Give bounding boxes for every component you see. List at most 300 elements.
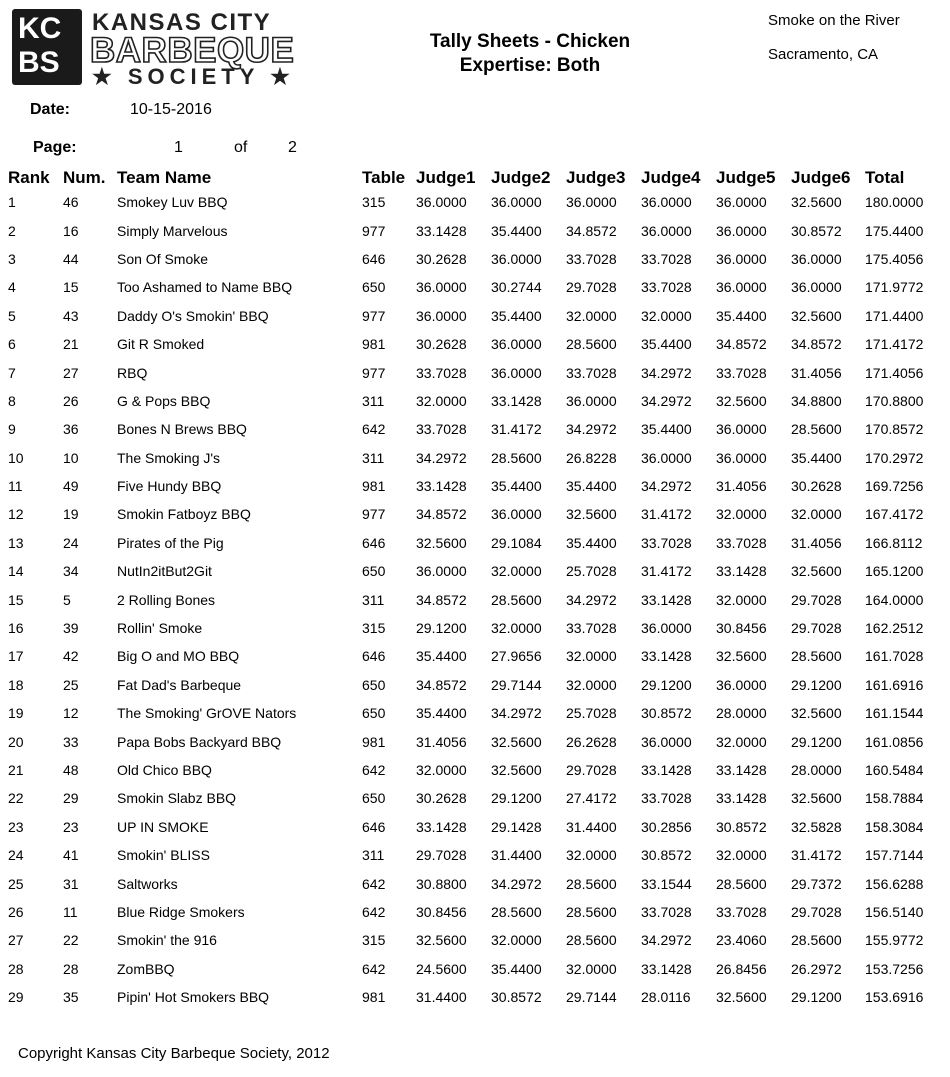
- cell-judge4: 36.0000: [641, 620, 692, 637]
- cell-rank: 9: [8, 421, 16, 438]
- cell-team-name: Son Of Smoke: [117, 250, 209, 267]
- cell-judge3: 29.7144: [566, 989, 617, 1006]
- cell-judge5: 30.8572: [716, 818, 767, 835]
- cell-team-name: UP IN SMOKE: [117, 818, 209, 835]
- cell-num: 12: [63, 705, 79, 722]
- cell-num: 15: [63, 279, 79, 296]
- table-row: [8, 245, 935, 273]
- cell-judge1: 34.8572: [416, 506, 467, 523]
- cell-judge2: 28.5600: [491, 449, 542, 466]
- cell-judge1: 36.0000: [416, 563, 467, 580]
- cell-judge1: 33.1428: [416, 222, 467, 239]
- cell-judge6: 29.1200: [791, 676, 842, 693]
- cell-num: 48: [63, 762, 79, 778]
- cell-judge1: 31.4056: [416, 733, 467, 750]
- column-header-team-name: Team Name: [117, 168, 212, 187]
- cell-team-name: RBQ: [117, 364, 148, 381]
- cell-rank: 1: [8, 194, 16, 211]
- table-row: [8, 500, 935, 528]
- table-row: [8, 585, 935, 613]
- cell-judge4: 33.1428: [641, 762, 692, 778]
- column-header-judge3: Judge3: [566, 168, 626, 187]
- cell-total: 171.4172: [865, 336, 924, 353]
- cell-table-number: 646: [362, 534, 386, 551]
- cell-table-number: 311: [362, 449, 385, 466]
- cell-judge5: 32.0000: [716, 847, 767, 864]
- cell-judge3: 36.0000: [566, 392, 617, 409]
- cell-judge3: 28.5600: [566, 932, 617, 949]
- cell-judge4: 33.7028: [641, 534, 692, 551]
- cell-judge5: 32.0000: [716, 733, 767, 750]
- cell-judge3: 32.0000: [566, 307, 617, 324]
- cell-judge2: 30.2744: [491, 279, 542, 296]
- cell-judge1: 24.5600: [416, 960, 467, 977]
- cell-rank: 18: [8, 676, 24, 693]
- cell-judge2: 36.0000: [491, 506, 542, 523]
- cell-rank: 25: [8, 875, 24, 892]
- column-header-rank: Rank: [8, 168, 50, 187]
- cell-judge5: 23.4060: [716, 932, 767, 949]
- cell-num: 11: [63, 903, 78, 920]
- page-current: 1: [174, 139, 183, 156]
- venue-name: Smoke on the River: [768, 12, 900, 29]
- cell-rank: 28: [8, 960, 24, 977]
- cell-judge6: 29.7028: [791, 591, 842, 608]
- cell-judge3: 32.0000: [566, 676, 617, 693]
- cell-judge1: 30.2628: [416, 790, 467, 807]
- cell-judge4: 33.7028: [641, 250, 692, 267]
- cell-rank: 22: [8, 790, 24, 807]
- cell-judge5: 33.1428: [716, 563, 767, 580]
- cell-judge3: 32.0000: [566, 960, 617, 977]
- cell-team-name: Big O and MO BBQ: [117, 648, 240, 665]
- cell-judge4: 30.8572: [641, 847, 692, 864]
- column-header-judge5: Judge5: [716, 168, 776, 187]
- cell-judge6: 29.7028: [791, 620, 842, 637]
- cell-judge6: 31.4172: [791, 847, 842, 864]
- cell-table-number: 311: [362, 392, 385, 409]
- cell-judge1: 34.8572: [416, 591, 467, 608]
- cell-num: 36: [63, 421, 79, 438]
- cell-num: 16: [63, 222, 79, 239]
- logo-text-kansas-city: KANSAS CITY: [92, 9, 272, 36]
- cell-team-name: Daddy O's Smokin' BBQ: [117, 307, 269, 324]
- cell-total: 171.9772: [865, 279, 924, 296]
- cell-team-name: Bones N Brews BBQ: [117, 421, 247, 438]
- cell-team-name: Smokin Fatboyz BBQ: [117, 506, 251, 523]
- cell-total: 175.4056: [865, 250, 924, 267]
- cell-rank: 2: [8, 222, 16, 239]
- cell-table-number: 311: [362, 847, 385, 864]
- cell-judge5: 36.0000: [716, 222, 767, 239]
- cell-judge4: 33.7028: [641, 279, 692, 296]
- cell-judge6: 34.8572: [791, 336, 842, 353]
- cell-judge6: 31.4056: [791, 534, 842, 551]
- cell-rank: 8: [8, 392, 16, 409]
- cell-rank: 21: [8, 762, 24, 778]
- cell-judge6: 32.5600: [791, 563, 842, 580]
- cell-judge4: 34.2972: [641, 392, 692, 409]
- cell-judge2: 34.2972: [491, 875, 542, 892]
- table-row: [8, 415, 935, 443]
- cell-judge1: 30.2628: [416, 336, 467, 353]
- cell-judge5: 36.0000: [716, 676, 767, 693]
- cell-num: 33: [63, 733, 79, 750]
- cell-judge6: 32.5828: [791, 818, 842, 835]
- cell-table-number: 315: [362, 932, 386, 949]
- venue-location: Sacramento, CA: [768, 46, 879, 63]
- table-row: [8, 642, 935, 670]
- cell-table-number: 650: [362, 279, 386, 296]
- page-total: 2: [288, 139, 297, 156]
- cell-judge5: 32.0000: [716, 506, 767, 523]
- cell-judge6: 28.5600: [791, 648, 842, 665]
- cell-judge4: 30.2856: [641, 818, 692, 835]
- cell-judge2: 32.5600: [491, 762, 542, 778]
- page-label: Page:: [33, 139, 77, 156]
- table-row: [8, 273, 935, 301]
- table-row: [8, 983, 935, 1011]
- cell-judge5: 33.1428: [716, 790, 767, 807]
- cell-judge6: 29.7028: [791, 903, 842, 920]
- cell-judge4: 34.2972: [641, 932, 692, 949]
- kcbs-logo-mark: [12, 9, 82, 85]
- kcbs-logo: [12, 9, 302, 87]
- cell-judge4: 36.0000: [641, 222, 692, 239]
- cell-table-number: 650: [362, 676, 386, 693]
- table-row: [8, 472, 935, 500]
- cell-total: 175.4400: [865, 222, 924, 239]
- cell-team-name: 2 Rolling Bones: [117, 591, 216, 608]
- table-row: [8, 529, 935, 557]
- cell-judge1: 33.7028: [416, 421, 467, 438]
- cell-table-number: 646: [362, 818, 386, 835]
- cell-num: 24: [63, 534, 79, 551]
- cell-table-number: 650: [362, 563, 386, 580]
- cell-judge2: 32.0000: [491, 563, 542, 580]
- page-of: of: [234, 139, 248, 156]
- cell-rank: 23: [8, 818, 24, 835]
- cell-table-number: 977: [362, 307, 386, 324]
- cell-judge3: 29.7028: [566, 279, 617, 296]
- cell-rank: 20: [8, 733, 24, 750]
- cell-rank: 24: [8, 847, 24, 864]
- cell-total: 153.7256: [865, 960, 924, 977]
- cell-team-name: Fat Dad's Barbeque: [117, 676, 242, 693]
- cell-judge2: 35.4400: [491, 222, 542, 239]
- cell-judge4: 28.0116: [641, 989, 691, 1006]
- cell-total: 167.4172: [865, 506, 924, 523]
- cell-judge1: 36.0000: [416, 194, 467, 211]
- cell-total: 166.8112: [865, 534, 923, 551]
- cell-judge2: 29.1428: [491, 818, 542, 835]
- table-row: [8, 813, 935, 841]
- cell-judge1: 30.2628: [416, 250, 467, 267]
- report-subtitle: Expertise: Both: [459, 55, 601, 76]
- cell-judge6: 31.4056: [791, 364, 842, 381]
- cell-judge6: 29.7372: [791, 875, 842, 892]
- cell-judge5: 36.0000: [716, 421, 767, 438]
- cell-judge1: 31.4400: [416, 989, 467, 1006]
- cell-judge1: 30.8456: [416, 903, 467, 920]
- cell-total: 170.8572: [865, 421, 924, 438]
- cell-rank: 7: [8, 364, 16, 381]
- table-row: [8, 216, 935, 244]
- cell-judge4: 33.1428: [641, 648, 692, 665]
- table-body: [8, 188, 935, 1011]
- cell-judge2: 36.0000: [491, 364, 542, 381]
- column-header-judge1: Judge1: [416, 168, 476, 187]
- cell-judge1: 36.0000: [416, 279, 467, 296]
- cell-judge4: 35.4400: [641, 421, 692, 438]
- cell-judge5: 30.8456: [716, 620, 767, 637]
- cell-rank: 13: [8, 534, 24, 551]
- table-row: [8, 188, 935, 216]
- table-row: [8, 898, 935, 926]
- cell-team-name: Simply Marvelous: [117, 222, 228, 239]
- logo-mark-bottom: BS: [18, 46, 60, 79]
- cell-judge5: 32.5600: [716, 392, 767, 409]
- cell-judge4: 33.1428: [641, 591, 692, 608]
- cell-rank: 17: [8, 648, 24, 665]
- cell-judge5: 33.7028: [716, 534, 767, 551]
- cell-num: 41: [63, 847, 79, 864]
- cell-rank: 19: [8, 705, 24, 722]
- cell-team-name: Papa Bobs Backyard BBQ: [117, 733, 282, 750]
- cell-table-number: 315: [362, 194, 386, 211]
- cell-judge6: 32.5600: [791, 705, 842, 722]
- cell-table-number: 315: [362, 620, 386, 637]
- table-row: [8, 671, 935, 699]
- cell-judge6: 36.0000: [791, 279, 842, 296]
- cell-judge1: 32.5600: [416, 932, 467, 949]
- cell-judge3: 25.7028: [566, 705, 617, 722]
- cell-judge5: 33.7028: [716, 903, 767, 920]
- cell-table-number: 981: [362, 336, 386, 353]
- cell-judge6: 32.5600: [791, 194, 842, 211]
- cell-table-number: 977: [362, 222, 386, 239]
- cell-rank: 4: [8, 279, 16, 296]
- cell-judge6: 26.2972: [791, 960, 842, 977]
- column-header-table-number: Table: [362, 168, 406, 187]
- cell-judge2: 32.0000: [491, 620, 542, 637]
- cell-judge1: 32.0000: [416, 392, 467, 409]
- cell-table-number: 311: [362, 591, 385, 608]
- cell-team-name: Rollin' Smoke: [117, 620, 203, 637]
- cell-num: 31: [63, 875, 79, 892]
- column-header-judge2: Judge2: [491, 168, 551, 187]
- cell-team-name: Too Ashamed to Name BBQ: [117, 279, 293, 296]
- cell-judge4: 33.1428: [641, 960, 692, 977]
- cell-judge4: 29.1200: [641, 676, 692, 693]
- column-header-judge6: Judge6: [791, 168, 851, 187]
- cell-team-name: Smokin' BLISS: [117, 847, 210, 864]
- cell-judge6: 29.1200: [791, 989, 842, 1006]
- cell-total: 161.0856: [865, 733, 924, 750]
- table-row: [8, 302, 935, 330]
- cell-rank: 11: [8, 478, 23, 495]
- cell-team-name: Smokin Slabz BBQ: [117, 790, 237, 807]
- cell-num: 21: [63, 336, 79, 353]
- cell-total: 158.7884: [865, 790, 924, 807]
- cell-table-number: 981: [362, 733, 386, 750]
- cell-total: 164.0000: [865, 591, 924, 608]
- cell-judge6: 29.1200: [791, 733, 842, 750]
- cell-team-name: Pipin' Hot Smokers BBQ: [117, 989, 270, 1006]
- logo-text-society: ★ SOCIETY ★: [92, 64, 295, 89]
- cell-total: 156.5140: [865, 903, 924, 920]
- cell-table-number: 642: [362, 960, 386, 977]
- cell-total: 158.3084: [865, 818, 924, 835]
- cell-judge3: 28.5600: [566, 336, 617, 353]
- cell-judge5: 26.8456: [716, 960, 767, 977]
- cell-judge4: 31.4172: [641, 563, 692, 580]
- cell-rank: 15: [8, 591, 24, 608]
- cell-team-name: Smokey Luv BBQ: [117, 194, 228, 211]
- cell-judge5: 32.0000: [716, 591, 767, 608]
- table-row: [8, 358, 935, 386]
- cell-judge3: 26.2628: [566, 733, 617, 750]
- cell-judge3: 35.4400: [566, 534, 617, 551]
- cell-judge6: 30.8572: [791, 222, 842, 239]
- cell-judge5: 28.5600: [716, 875, 767, 892]
- cell-num: 49: [63, 478, 79, 495]
- cell-judge5: 36.0000: [716, 194, 767, 211]
- cell-total: 155.9772: [865, 932, 924, 949]
- tally-table: [8, 167, 935, 1011]
- cell-judge2: 35.4400: [491, 960, 542, 977]
- cell-judge1: 32.5600: [416, 534, 467, 551]
- date-value: 10-15-2016: [130, 101, 212, 118]
- table-row: [8, 955, 935, 983]
- table-row: [8, 727, 935, 755]
- cell-total: 170.2972: [865, 449, 924, 466]
- cell-num: 29: [63, 790, 79, 807]
- cell-judge2: 30.8572: [491, 989, 542, 1006]
- cell-team-name: G & Pops BBQ: [117, 392, 211, 409]
- cell-judge6: 36.0000: [791, 250, 842, 267]
- cell-table-number: 642: [362, 421, 386, 438]
- table-row: [8, 387, 935, 415]
- cell-num: 46: [63, 194, 79, 211]
- cell-judge3: 35.4400: [566, 478, 617, 495]
- cell-num: 39: [63, 620, 79, 637]
- cell-rank: 5: [8, 307, 16, 324]
- cell-judge5: 35.4400: [716, 307, 767, 324]
- cell-total: 170.8800: [865, 392, 924, 409]
- table-row: [8, 756, 935, 784]
- cell-judge2: 32.0000: [491, 932, 542, 949]
- cell-table-number: 642: [362, 903, 386, 920]
- cell-num: 26: [63, 392, 79, 409]
- cell-judge3: 27.4172: [566, 790, 617, 807]
- cell-judge2: 35.4400: [491, 307, 542, 324]
- cell-judge6: 32.5600: [791, 307, 842, 324]
- cell-judge1: 34.2972: [416, 449, 467, 466]
- column-header-total: Total: [865, 168, 905, 187]
- cell-judge2: 28.5600: [491, 903, 542, 920]
- cell-total: 156.6288: [865, 875, 924, 892]
- cell-table-number: 981: [362, 989, 386, 1006]
- cell-judge1: 36.0000: [416, 307, 467, 324]
- table-row: [8, 926, 935, 954]
- cell-team-name: The Smoking J's: [117, 449, 221, 466]
- cell-judge1: 35.4400: [416, 648, 467, 665]
- cell-judge2: 32.5600: [491, 733, 542, 750]
- cell-judge6: 34.8800: [791, 392, 842, 409]
- cell-judge2: 36.0000: [491, 194, 542, 211]
- cell-judge4: 30.8572: [641, 705, 692, 722]
- cell-judge2: 33.1428: [491, 392, 542, 409]
- cell-judge2: 29.7144: [491, 676, 542, 693]
- cell-team-name: Five Hundy BBQ: [117, 478, 222, 495]
- cell-num: 5: [63, 591, 71, 608]
- cell-rank: 12: [8, 506, 24, 523]
- cell-judge6: 28.0000: [791, 762, 842, 778]
- cell-num: 34: [63, 563, 79, 580]
- cell-team-name: Old Chico BBQ: [117, 762, 212, 778]
- cell-judge3: 31.4400: [566, 818, 617, 835]
- cell-num: 43: [63, 307, 79, 324]
- cell-judge3: 29.7028: [566, 762, 617, 778]
- cell-judge3: 32.0000: [566, 847, 617, 864]
- table-row: [8, 330, 935, 358]
- cell-table-number: 981: [362, 478, 386, 495]
- cell-judge1: 34.8572: [416, 676, 467, 693]
- cell-table-number: 646: [362, 648, 386, 665]
- cell-num: 44: [63, 250, 79, 267]
- cell-judge6: 32.0000: [791, 506, 842, 523]
- cell-judge5: 31.4056: [716, 478, 767, 495]
- cell-judge5: 36.0000: [716, 449, 767, 466]
- cell-judge4: 34.2972: [641, 478, 692, 495]
- table-row: [8, 557, 935, 585]
- cell-judge4: 32.0000: [641, 307, 692, 324]
- column-header-judge4: Judge4: [641, 168, 701, 187]
- table-row: [8, 784, 935, 812]
- cell-judge4: 33.1544: [641, 875, 692, 892]
- cell-judge2: 36.0000: [491, 336, 542, 353]
- cell-team-name: The Smoking' GrOVE Nators: [117, 705, 297, 722]
- cell-judge4: 36.0000: [641, 194, 692, 211]
- cell-judge1: 35.4400: [416, 705, 467, 722]
- cell-judge2: 36.0000: [491, 250, 542, 267]
- cell-judge3: 32.5600: [566, 506, 617, 523]
- cell-rank: 26: [8, 903, 24, 920]
- cell-rank: 14: [8, 563, 24, 580]
- cell-num: 10: [63, 449, 79, 466]
- cell-total: 161.7028: [865, 648, 924, 665]
- cell-judge4: 36.0000: [641, 449, 692, 466]
- cell-judge3: 34.2972: [566, 591, 617, 608]
- cell-num: 42: [63, 648, 79, 665]
- cell-judge2: 28.5600: [491, 591, 542, 608]
- report-title: Tally Sheets - Chicken: [429, 31, 631, 52]
- cell-judge4: 33.7028: [641, 790, 692, 807]
- cell-table-number: 650: [362, 705, 386, 722]
- cell-rank: 10: [8, 449, 24, 466]
- cell-num: 19: [63, 506, 79, 523]
- cell-total: 160.5484: [865, 762, 924, 778]
- cell-judge3: 32.0000: [566, 648, 617, 665]
- cell-judge3: 33.7028: [566, 620, 617, 637]
- cell-judge4: 33.7028: [641, 903, 692, 920]
- cell-judge2: 29.1084: [491, 534, 542, 551]
- cell-judge2: 29.1200: [491, 790, 542, 807]
- cell-total: 153.6916: [865, 989, 924, 1006]
- cell-total: 165.1200: [865, 563, 924, 580]
- cell-rank: 16: [8, 620, 24, 637]
